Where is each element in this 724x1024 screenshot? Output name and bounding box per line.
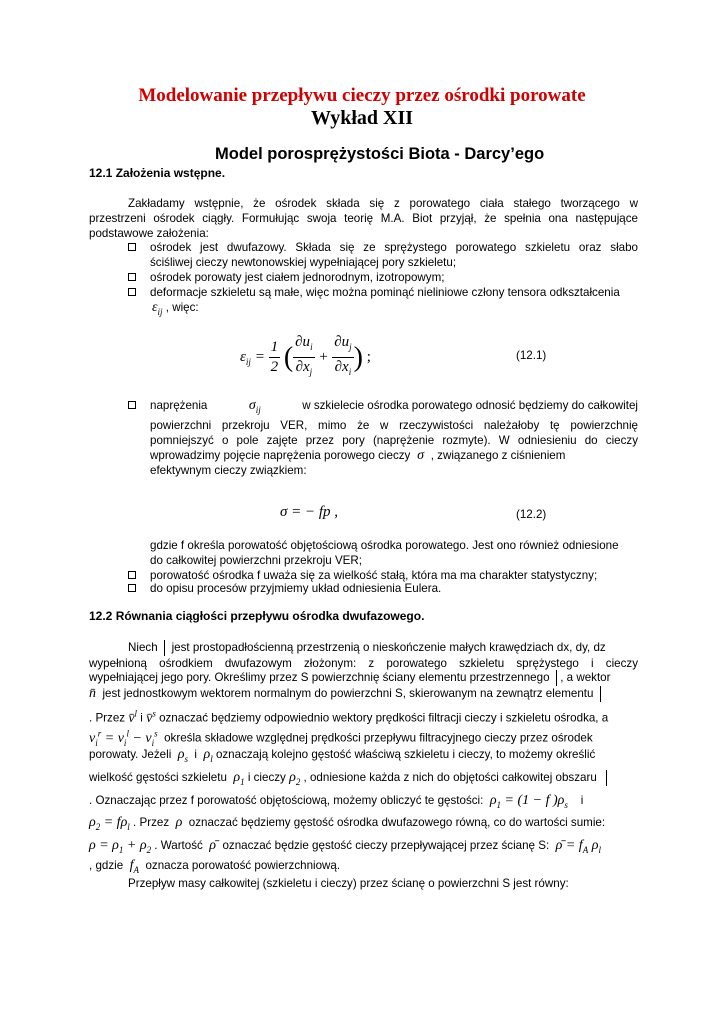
model-title: Model porosprężystości Biota - Darcy’ego bbox=[215, 145, 545, 163]
s2-line-11: $\rho = \rho_1 + \rho_2$ . Wartość ρ̄ oznaczać będzie gęstość cieczy przepływającej przez ścianę S: ρ̄ = $f_A$ $\rho_l$ bbox=[89, 838, 601, 855]
after-eq2-line-2: do całkowitej powierzchni przekroju VER; bbox=[150, 554, 362, 567]
intro-line-2: przestrzeni ośrodek ciągły. Formułując swoja teorię M.A. Biot przyjął, że spełnia ona następujące bbox=[89, 212, 638, 225]
sigma-symbol: σ bbox=[413, 448, 428, 463]
equation-12-2-label: (12.2) bbox=[516, 508, 547, 521]
lecture-number: Wykład XII bbox=[310, 107, 414, 129]
bullet-1-line-1: ośrodek jest dwufazowy. Składa się ze sprężystego porowatego szkieletu oraz słabo bbox=[150, 241, 638, 254]
bullet-marker bbox=[128, 285, 140, 301]
normal-vector-symbol: n̄ bbox=[89, 686, 96, 702]
bullet-4-line-5: efektywnym cieczy związkiem: bbox=[150, 464, 307, 477]
after-eq2-line-1: gdzie f określa porowatość objętościową ośrodka porowatego. Jest ono również odniesione bbox=[150, 539, 619, 552]
s2-line-1: Niech jest prostopadłościenną przestrzenią o nieskończenie małych krawędziach dx, dy, dz bbox=[128, 641, 606, 655]
rho-symbol: ρ bbox=[175, 815, 183, 830]
s2-line-7: porowaty. Jeżeli $\rho_s$ i $\rho_l$ oznaczają kolejno gęstość właściwą szkieletu i cieczy, to możemy określić bbox=[89, 747, 596, 764]
s2-line-12: , gdzie $f_A$ oznacza porowatość powierzchniową. bbox=[89, 858, 341, 875]
rho-2-formula: $\rho_2 = f\rho_l$ bbox=[89, 815, 130, 832]
s2-line-5: . Przez v̄$^l$ i v̄$^s$ oznaczać będziemy odpowiednio wektory prędkości filtracji cieczy i szkieletu ośrodka, a bbox=[89, 708, 609, 726]
relative-velocity-formula: $v_i^r = v_i^l - v_i^s$ bbox=[89, 728, 158, 748]
rho-l-symbol: $\rho_l$ bbox=[203, 747, 213, 764]
s2-line-2: wypełnioną ośrodkiem dwufazowym złożonym: z porowatego szkieletu sprężystego i cieczy bbox=[89, 657, 638, 670]
fa-symbol: $f_A$ bbox=[129, 858, 140, 875]
bullet-6: do opisu procesów przyjmiemy układ odniesienia Eulera. bbox=[150, 582, 442, 595]
s2-line-13: Przepływ masy całkowitej (szkieletu i cieczy) przez ścianę o powierzchni S jest równy: bbox=[128, 877, 569, 890]
intro-line-3: podstawowe założenia: bbox=[89, 227, 209, 240]
s2-line-3: wypełniającej jego pory. Określimy przez S powierzchnię ściany elementu przestrzennego , a wektor bbox=[89, 671, 611, 685]
bullet-4-line-3: pomniejszyć o pole zajęte przez pory (naprężenie rozmyte). W odniesieniu do cieczy bbox=[150, 434, 638, 447]
bullet-4-line-2: powierzchni przekroju VER, mimo że w rzeczywistości należałoby tę powierzchnię bbox=[150, 419, 638, 432]
s2-line-4: n̄ jest jednostkowym wektorem normalnym do powierzchni S, skierowanym na zewnątrz elementu bbox=[89, 686, 601, 702]
s2-line-6: $v_i^r = v_i^l - v_i^s$ określa składowe względnej prędkości przepływu filtracyjnego cieczy przez ośrodek bbox=[89, 728, 593, 748]
bullet-3-line-1: deformacje szkieletu są małe, więc można pominąć nieliniowe człony tensora odkształcenia bbox=[150, 286, 620, 299]
s2-line-9: . Oznaczając przez f porowatość objętościową, możemy obliczyć te gęstości: $\rho_1 = (1 - f$ )$\rho_s$ i bbox=[89, 793, 584, 810]
bullet-5: porowatość ośrodka f uważa się za wielkość stałą, która ma ma charakter statystyczny; bbox=[150, 569, 598, 582]
rho-1-symbol: $\rho_1$ bbox=[233, 770, 245, 787]
equation-12-1-label: (12.1) bbox=[516, 349, 547, 362]
sigma-ij-symbol: $\sigma_{ij}$ bbox=[248, 398, 261, 415]
fluid-velocity-symbol: v̄$^l$ bbox=[128, 708, 138, 726]
region-symbol bbox=[556, 670, 557, 686]
s2-line-8: wielkość gęstości szkieletu $\rho_1$ i cieczy $\rho_2$ , odniesione każda z nich do objętości całkowitej obszaru bbox=[89, 770, 607, 790]
document-title: Modelowanie przepływu cieczy przez ośrodki porowate bbox=[138, 85, 586, 106]
rho-s-symbol: $\rho_s$ bbox=[177, 747, 188, 764]
rho-sum-formula: $\rho = \rho_1 + \rho_2$ bbox=[89, 838, 152, 855]
rho-2-symbol: $\rho_2$ bbox=[289, 770, 301, 787]
epsilon-symbol: $\varepsilon_{ij}$ bbox=[152, 300, 163, 317]
bullet-4-line-1: naprężenia $\sigma_{ij}$ w szkielecie ośrodka porowatego odnosić będziemy do całkowitej bbox=[150, 398, 638, 418]
section-2-heading: 12.2 Równania ciągłości przepływu ośrodka dwufazowego. bbox=[89, 609, 425, 623]
bullet-marker bbox=[128, 240, 140, 256]
bullet-marker bbox=[128, 581, 140, 597]
equation-12-2: σ = − fp , bbox=[280, 504, 339, 520]
bullet-4-line-4: wprowadzimy pojęcie naprężenia porowego cieczy σ , związanego z ciśnieniem bbox=[150, 448, 566, 463]
equation-12-1: $\varepsilon_{ij}$ = $\frac{1}{2}$ ( $\frac{\partial u_i}{\partial x_j}$ + $\frac{\partial u_j}{\partial x_i}$ ) ; bbox=[240, 334, 371, 377]
rho-bar-symbol: ρ̄ bbox=[209, 838, 217, 853]
rho-bar-formula: ρ̄ = $f_A$ $\rho_l$ bbox=[555, 838, 601, 855]
skeleton-velocity-symbol: v̄$^s$ bbox=[146, 708, 156, 726]
section-1-heading: 12.1 Założenia wstępne. bbox=[89, 166, 226, 180]
intro-line-1: Zakładamy wstępnie, że ośrodek składa się z porowatego ciała stałego tworzącego w bbox=[128, 197, 638, 210]
bullet-3-line-2: $\varepsilon_{ij}$ , więc: bbox=[152, 300, 199, 317]
bullet-1-line-2: ściśliwej cieczy newtonowskiej wypełniającej pory szkieletu; bbox=[150, 256, 457, 269]
rho-1-formula: $\rho_1 = (1 - f$ )$\rho_s$ bbox=[489, 793, 568, 810]
s2-line-10: $\rho_2 = f\rho_l$ . Przez ρ oznaczać będziemy gęstość ośrodka dwufazowego równą, co do wartości sumie: bbox=[89, 815, 606, 832]
bullet-marker bbox=[128, 270, 140, 286]
region-symbol bbox=[164, 640, 165, 656]
region-symbol bbox=[606, 770, 607, 786]
bullet-marker bbox=[128, 398, 140, 414]
bullet-2: ośrodek porowaty jest ciałem jednorodnym, izotropowym; bbox=[150, 271, 445, 284]
region-symbol bbox=[600, 686, 601, 702]
